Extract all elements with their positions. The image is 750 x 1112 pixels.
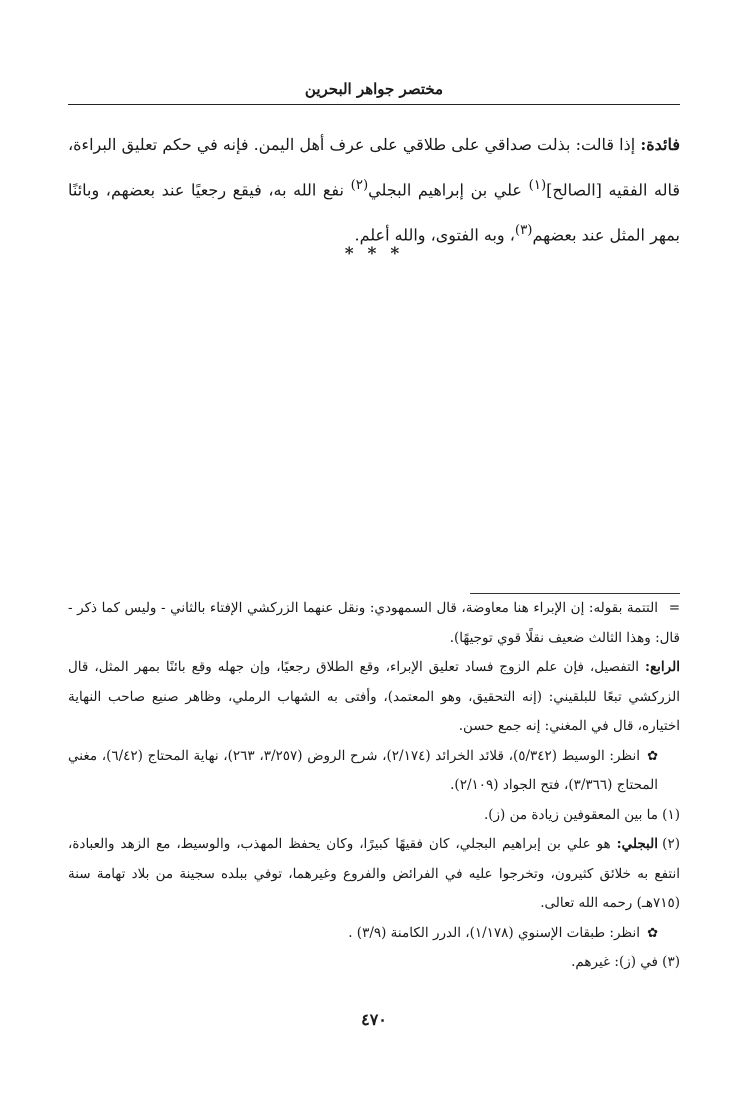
footnote-sources-2 — [68, 919, 680, 949]
footnote-1 — [68, 801, 680, 831]
main-text — [68, 124, 680, 256]
fourth-label: الرابع: — [645, 659, 680, 675]
benefit-text-4: ، وبه الفتوى، والله أعلم. — [354, 225, 515, 245]
footnote-continuation — [68, 594, 680, 653]
footnote-sources-1 — [68, 742, 680, 801]
flower-icon: ✿ — [647, 748, 658, 764]
section-separator: * * * — [344, 244, 404, 264]
flower-icon: ✿ — [647, 925, 658, 941]
sources-2-text: انظر: طبقات الإسنوي (١/١٧٨)، الدرر الكامنة (٣/٩) . — [348, 924, 640, 941]
footnote-2 — [68, 830, 680, 919]
footnote-ref-1: (١) — [528, 178, 547, 193]
footnote-ref-2: (٢) — [350, 178, 369, 193]
footnote-3-marker: (٣) — [662, 954, 680, 970]
footnote-2-marker: (٢) — [662, 836, 680, 852]
footnote-1-marker: (١) — [662, 806, 680, 823]
benefit-text-3: نفع الله به، فيقع رجعيًا عند بعضهم، وبائنًا بمهر المثل عند بعضهم — [68, 180, 680, 245]
benefit-paragraph — [68, 124, 680, 256]
footnote-ref-3: (٣) — [514, 223, 533, 239]
footnote-2-text: هو علي بن إبراهيم البجلي، كان فقيهًا كبيرًا، وكان يحفظ المهذب، والوسيط، مع الزهد والعبادة، انتفع به خلائق كثيرون، وتخرجوا عليه في الفرائض والفروع وغيرهما، توفي ببلده سجينة من بلاد تهامة سنة (٧١٥هـ) رحمه الله تعالى. — [68, 836, 680, 911]
footnote-3 — [68, 948, 680, 978]
benefit-text-2: علي بن إبراهيم البجلي — [368, 180, 529, 200]
benefit-label: فائدة: — [640, 135, 680, 154]
footnotes — [68, 594, 680, 978]
benefit-text-1: إذا قالت: بذلت صداقي على طلاقي على عرف أهل اليمن. فإنه في حكم تعليق البراءة، قاله الفقيه [الصالح] — [68, 135, 681, 200]
running-header: مختصر جواهر البحرين — [304, 80, 444, 98]
fourth-text: التفصيل، فإن علم الزوج فساد تعليق الإبراء، وقع الطلاق رجعيًا، وإن جهله وقع بائنًا بمهر المثل، قال الزركشي تبعًا للبلقيني: (إنه التحقيق، وهو المعتمد)، وأفتى به الشهاب الرملي، وظاهر صنيع صاحب النهاية اختياره، قال في المغني: إنه جمع حسن. — [68, 659, 680, 734]
footnote-1-text: ما بين المعقوفين زيادة من (ز). — [483, 806, 658, 823]
footnote-fourth-opinion — [68, 653, 680, 742]
page-number: ٤٧٠ — [361, 1010, 387, 1029]
continuation-text: التتمة بقوله: إن الإبراء هنا معاوضة، قال السمهودي: ونقل عنهما الزركشي الإفتاء بالثاني - وليس كما ذكر - قال: وهذا الثالث ضعيف نقلًا قوي توجيهًا). — [68, 600, 680, 646]
footnote-2-label: البجلي: — [616, 836, 658, 852]
footnote-3-text: في (ز): غيرهم. — [571, 954, 658, 970]
header-rule — [68, 104, 680, 105]
sources-1-text: انظر: الوسيط (٥/٣٤٢)، قلائد الخرائد (٢/١٧٤)، شرح الروض (٣/٢٥٧، ٢٦٣)، نهاية المحتاج (٦/٤٢)، مغني المحتاج (٣/٣٦٦)، فتح الجواد (٢/١٠٩). — [68, 747, 658, 793]
continuation-marker: = — [668, 600, 680, 616]
